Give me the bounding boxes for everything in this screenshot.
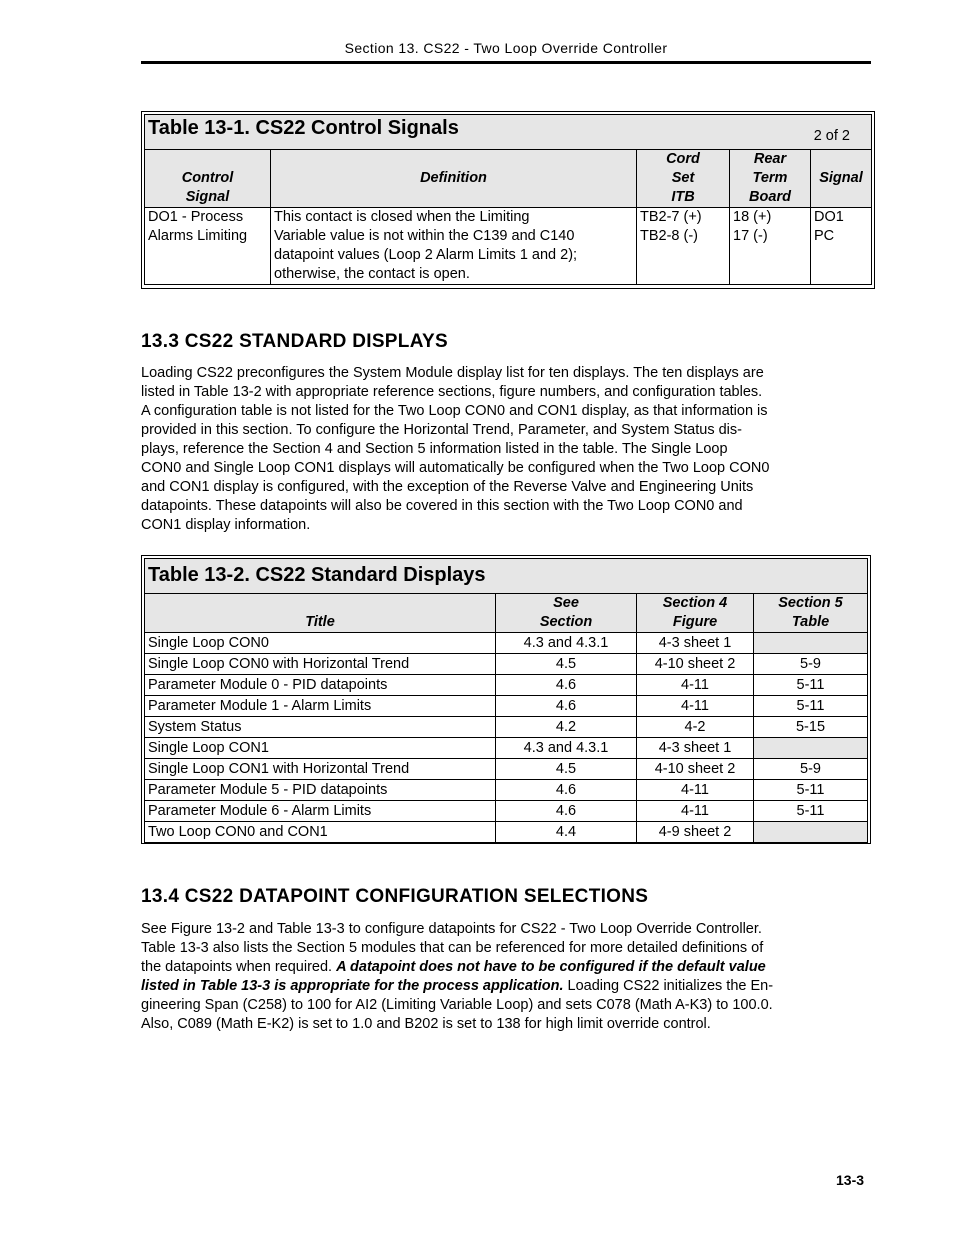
cell-figure: 4-11 bbox=[637, 780, 754, 801]
cell-figure: 4-2 bbox=[637, 717, 754, 738]
page-number: 13-3 bbox=[836, 1172, 865, 1188]
cell-control-signal: DO1 - Process Alarms Limiting bbox=[145, 208, 271, 285]
table-row bbox=[145, 738, 868, 759]
section-heading-13-4: 13.4 CS22 DATAPOINT CONFIGURATION SELECTIONS bbox=[141, 886, 649, 907]
table-row bbox=[145, 675, 868, 696]
col-header-section4-figure: Section 4 Figure bbox=[637, 594, 754, 633]
section-13-3-paragraph: Loading CS22 preconfigures the System Module display list for ten displays. The ten displays are listed in Table 13-2 with appropriate reference sections, figure numbers, and configuration tables. A configuration table is not listed for the Two Loop CON0 and CON1 display, as that information is provided in this section. To configure the Horizontal Trend, Parameter, and System Status dis- plays, reference the Section 4 and Section 5 information listed in the table. The Single Loop CON0 and Single Loop CON1 displays will automatically be configured when the Two Loop CON0 and CON1 display is configured, with the exception of the Reverse Valve and Engineering Units datapoints. These datapoints will also be covered in this section with the Two Loop CON0 and CON1 display information. bbox=[141, 365, 770, 533]
table-row bbox=[145, 801, 868, 822]
cell-figure: 4-3 sheet 1 bbox=[637, 738, 754, 759]
table-row bbox=[145, 717, 868, 738]
table-13-2 bbox=[141, 555, 871, 844]
cell-rear-term-board: 18 (+) 17 (-) bbox=[730, 208, 811, 285]
cell-table: 5-11 bbox=[754, 780, 868, 801]
cell-figure: 4-11 bbox=[637, 696, 754, 717]
cell-see-section: 4.6 bbox=[496, 780, 637, 801]
cell-table bbox=[754, 633, 868, 654]
cell-figure: 4-10 sheet 2 bbox=[637, 759, 754, 780]
col-header-control-signal: Control Signal bbox=[145, 150, 271, 208]
emphasis-text: listed in Table 13-3 is appropriate for the process application. bbox=[141, 978, 564, 994]
cell-table: 5-15 bbox=[754, 717, 868, 738]
table-13-1 bbox=[141, 111, 875, 289]
cell-title: Parameter Module 5 - PID datapoints bbox=[145, 780, 496, 801]
table-caption bbox=[145, 115, 872, 150]
table-row bbox=[145, 696, 868, 717]
cell-cord-set-itb: TB2-7 (+) TB2-8 (-) bbox=[637, 208, 730, 285]
cell-title: Parameter Module 0 - PID datapoints bbox=[145, 675, 496, 696]
cell-see-section: 4.2 bbox=[496, 717, 637, 738]
col-header-title: Title bbox=[145, 594, 496, 633]
cell-see-section: 4.6 bbox=[496, 801, 637, 822]
cell-table: 5-9 bbox=[754, 654, 868, 675]
table-caption bbox=[145, 559, 868, 594]
cell-title: Single Loop CON0 bbox=[145, 633, 496, 654]
cell-title: Single Loop CON1 with Horizontal Trend bbox=[145, 759, 496, 780]
cell-figure: 4-11 bbox=[637, 675, 754, 696]
header-rule bbox=[141, 61, 871, 64]
table-page-note: 2 of 2 bbox=[813, 127, 850, 144]
cell-title: Parameter Module 6 - Alarm Limits bbox=[145, 801, 496, 822]
cell-table bbox=[754, 822, 868, 843]
table-title: Table 13-2. CS22 Standard Displays bbox=[148, 563, 486, 586]
cell-see-section: 4.4 bbox=[496, 822, 637, 843]
cell-table bbox=[754, 738, 868, 759]
cell-see-section: 4.3 and 4.3.1 bbox=[496, 738, 637, 759]
cell-figure: 4-9 sheet 2 bbox=[637, 822, 754, 843]
table-row bbox=[145, 780, 868, 801]
cell-figure: 4-10 sheet 2 bbox=[637, 654, 754, 675]
emphasis-text: A datapoint does not have to be configured if the default value bbox=[336, 959, 766, 975]
section-heading-13-3: 13.3 CS22 STANDARD DISPLAYS bbox=[141, 331, 448, 352]
cell-figure: 4-3 sheet 1 bbox=[637, 633, 754, 654]
table-row bbox=[145, 654, 868, 675]
cell-see-section: 4.3 and 4.3.1 bbox=[496, 633, 637, 654]
cell-title: Single Loop CON1 bbox=[145, 738, 496, 759]
cell-title: System Status bbox=[145, 717, 496, 738]
cell-table: 5-11 bbox=[754, 801, 868, 822]
table-title: Table 13-1. CS22 Control Signals bbox=[148, 116, 459, 139]
table-row bbox=[145, 822, 868, 843]
cell-table: 5-11 bbox=[754, 675, 868, 696]
table-row bbox=[145, 759, 868, 780]
col-header-see-section: See Section bbox=[496, 594, 637, 633]
cell-figure: 4-11 bbox=[637, 801, 754, 822]
col-header-section5-table: Section 5 Table bbox=[754, 594, 868, 633]
section-13-4-paragraph: See Figure 13-2 and Table 13-3 to configure datapoints for CS22 - Two Loop Override Controller. Table 13-3 also lists the Section 5 modules that can be referenced for more detailed definitions of the datapoints when required. A datapoint does not have to be configured if the default value listed in Table 13-3 is appropriate for the process application. Loading CS22 initializes the En- gineering Span (C258) to 100 for AI2 (Limiting Variable Loop) and sets C078 (Math A-K3) to 100.0. Also, C089 (Math E-K2) is set to 1.0 and B202 is set to 138 for high limit override control. bbox=[141, 921, 774, 1032]
cell-definition: This contact is closed when the Limiting Variable value is not within the C139 and C140 datapoint values (Loop 2 Alarm Limits 1 and 2); otherwise, the contact is open. bbox=[271, 208, 637, 285]
running-head: Section 13. CS22 - Two Loop Override Controller bbox=[344, 40, 668, 56]
cell-see-section: 4.6 bbox=[496, 696, 637, 717]
cell-title: Two Loop CON0 and CON1 bbox=[145, 822, 496, 843]
cell-table: 5-9 bbox=[754, 759, 868, 780]
col-header-rear-term-board: Rear Term Board bbox=[730, 150, 811, 208]
cell-see-section: 4.6 bbox=[496, 675, 637, 696]
cell-signal: DO1 PC bbox=[811, 208, 872, 285]
cell-title: Single Loop CON0 with Horizontal Trend bbox=[145, 654, 496, 675]
table-row bbox=[145, 633, 868, 654]
col-header-signal: Signal bbox=[811, 150, 872, 208]
col-header-definition: Definition bbox=[271, 150, 637, 208]
col-header-cord-set-itb: Cord Set ITB bbox=[637, 150, 730, 208]
cell-see-section: 4.5 bbox=[496, 759, 637, 780]
cell-title: Parameter Module 1 - Alarm Limits bbox=[145, 696, 496, 717]
table-row bbox=[145, 208, 872, 285]
cell-table: 5-11 bbox=[754, 696, 868, 717]
cell-see-section: 4.5 bbox=[496, 654, 637, 675]
